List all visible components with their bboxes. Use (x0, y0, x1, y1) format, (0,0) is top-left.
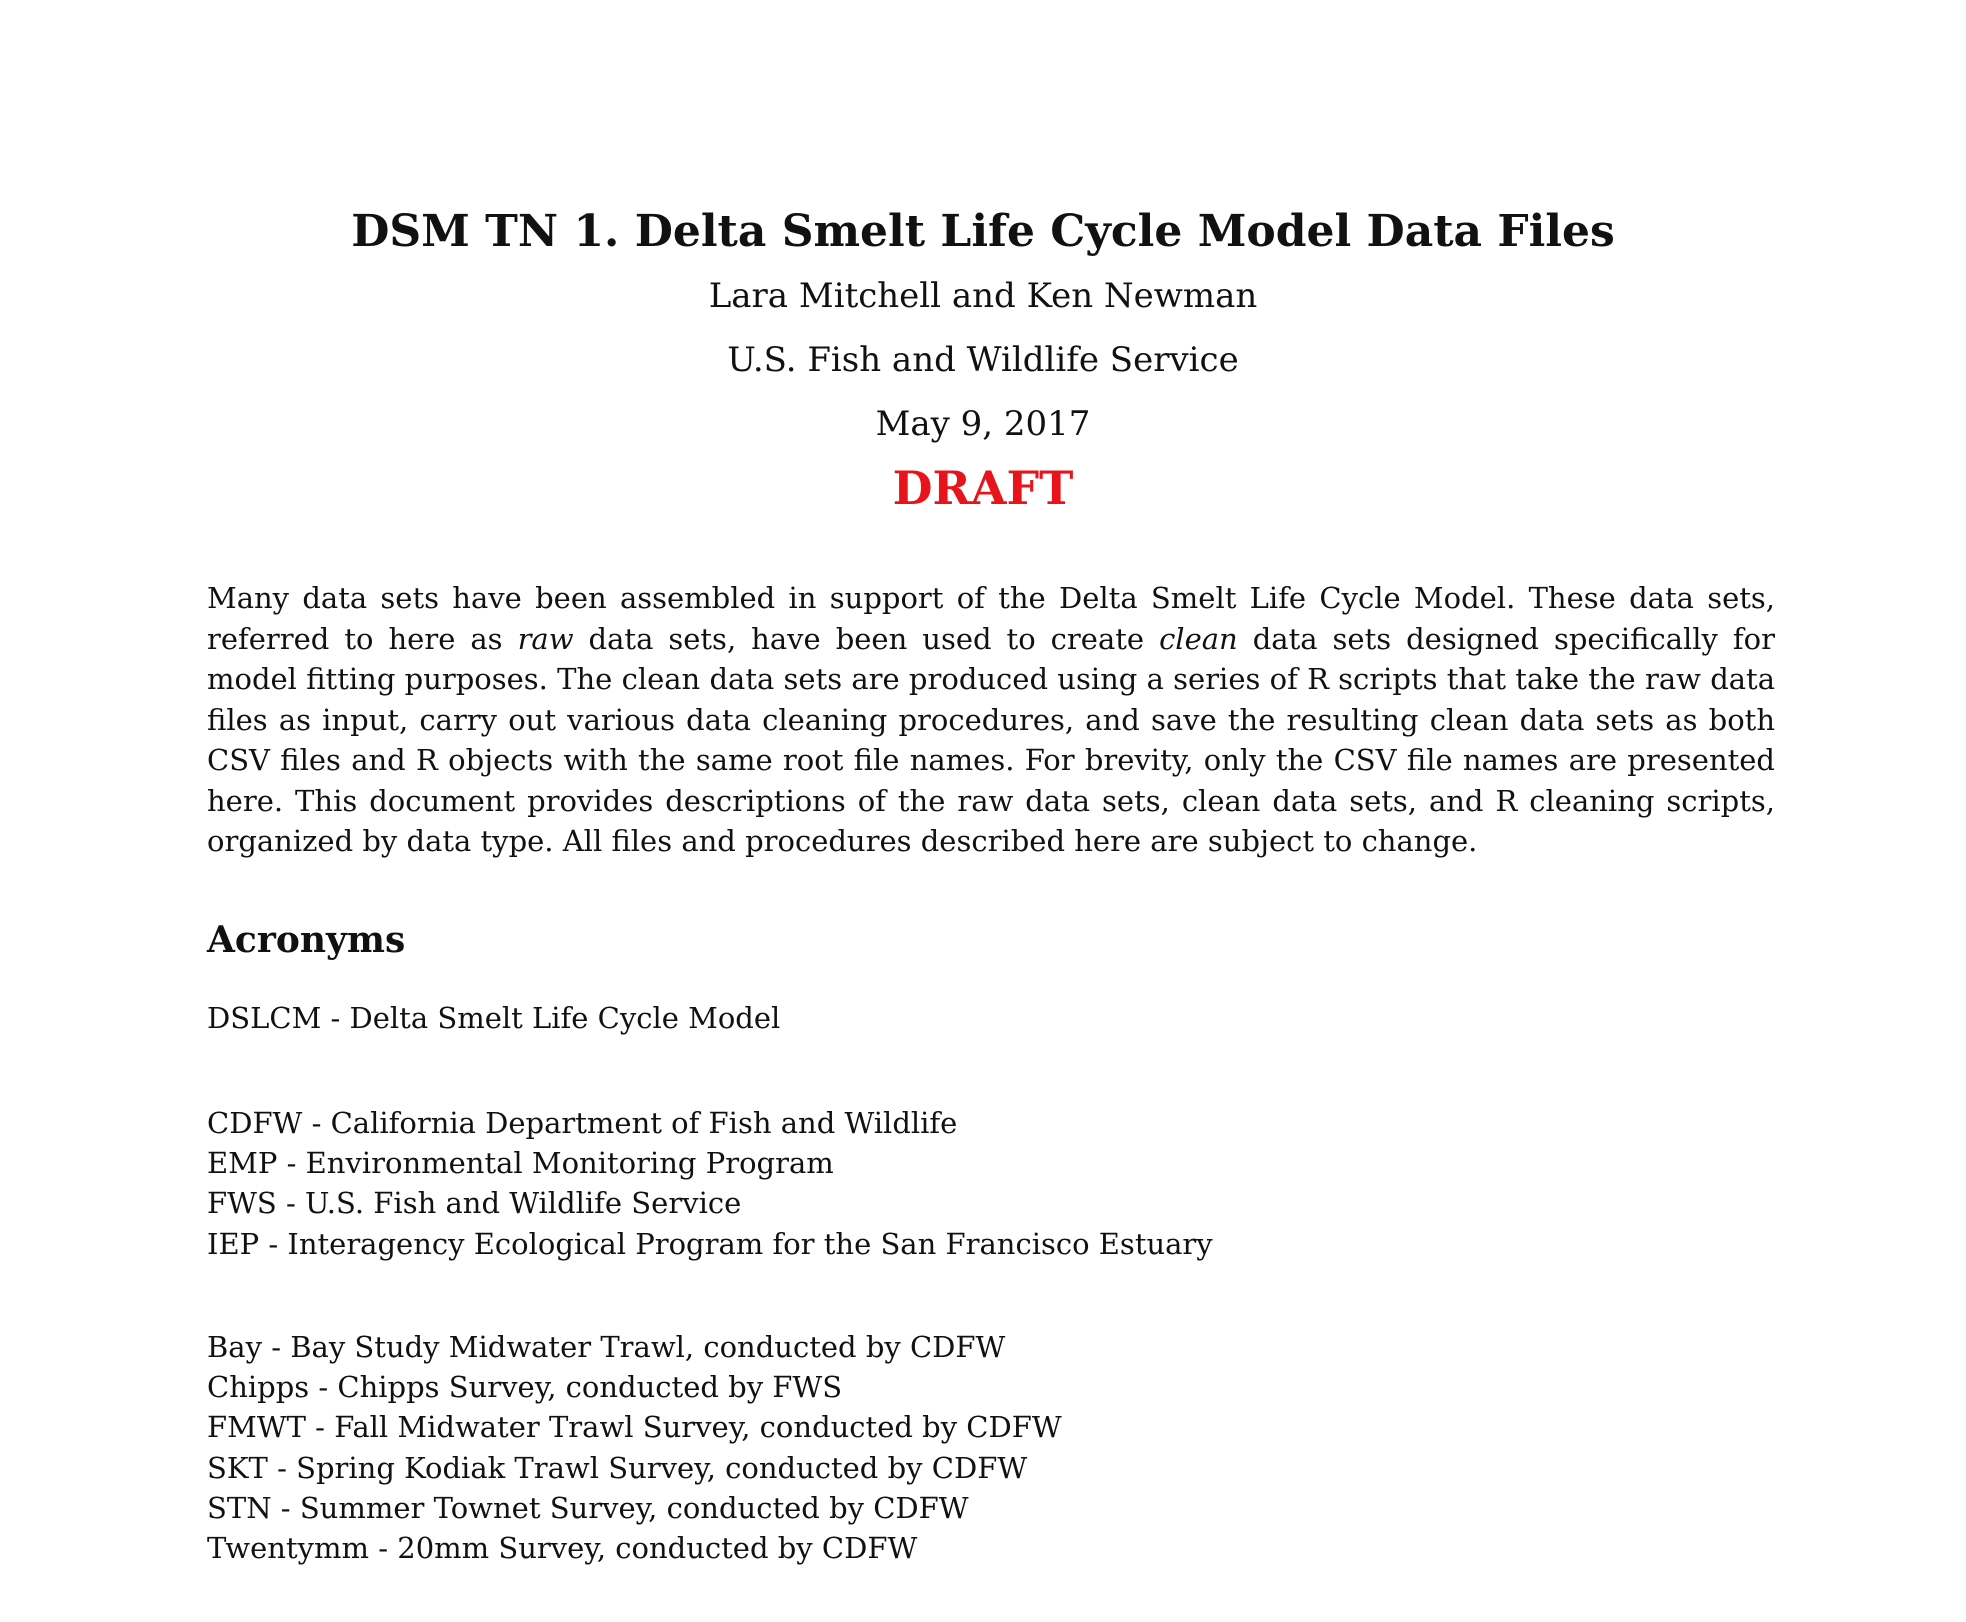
acronym-item: SKT - Spring Kodiak Trawl Survey, conducted by CDFW (207, 1450, 1028, 1485)
draft-label: DRAFT (892, 461, 1074, 515)
abstract-text-1: Many data sets have been assembled in support of the Delta Smelt Life Cycle Model. These data sets, referred to here as (207, 581, 1775, 656)
acronym-item: FMWT - Fall Midwater Trawl Survey, conducted by CDFW (207, 1410, 1062, 1445)
abstract-emphasis-clean: clean (1159, 621, 1238, 656)
document-title: DSM TN 1. Delta Smelt Life Cycle Model Data Files (351, 206, 1615, 257)
acronym-group-surveys (207, 1327, 1062, 1568)
acronym-group-agencies (207, 1103, 1213, 1264)
acronym-item: STN - Summer Townet Survey, conducted by CDFW (207, 1490, 969, 1525)
acronym-item: FWS - U.S. Fish and Wildlife Service (207, 1186, 742, 1221)
document-date: May 9, 2017 (875, 404, 1091, 444)
acronym-group-model (207, 998, 780, 1038)
document-affiliation: U.S. Fish and Wildlife Service (727, 340, 1239, 380)
acronym-item: Twentymm - 20mm Survey, conducted by CDFW (207, 1531, 918, 1566)
document-authors: Lara Mitchell and Ken Newman (708, 276, 1258, 316)
abstract-paragraph (207, 578, 1775, 862)
acronym-item: DSLCM - Delta Smelt Life Cycle Model (207, 1001, 781, 1035)
acronym-item: Chipps - Chipps Survey, conducted by FWS (207, 1370, 843, 1405)
abstract-emphasis-raw: raw (517, 621, 574, 656)
abstract-text-2: data sets, have been used to create (573, 621, 1160, 656)
acronym-item: EMP - Environmental Monitoring Program (207, 1146, 834, 1181)
acronym-item: CDFW - California Department of Fish and Wildlife (207, 1106, 958, 1140)
document-header (0, 200, 1966, 520)
acronyms-heading: Acronyms (207, 919, 406, 961)
abstract-text-3: data sets designed specifically for model fitting purposes. The clean data sets are produced using a series of R scripts that take the raw data files as input, carry out various data cleaning procedures, and save the resulting clean data sets as both CSV files and R objects with the same root file names. For brevity, only the CSV file names are presented here. This document provides descriptions of the raw data sets, clean data sets, and R cleaning scripts, organized by data type. All files and procedures described here are subject to change. (207, 621, 1775, 858)
acronym-item: IEP - Interagency Ecological Program for the San Francisco Estuary (207, 1226, 1213, 1261)
acronym-item: Bay - Bay Study Midwater Trawl, conducted by CDFW (207, 1330, 1006, 1364)
